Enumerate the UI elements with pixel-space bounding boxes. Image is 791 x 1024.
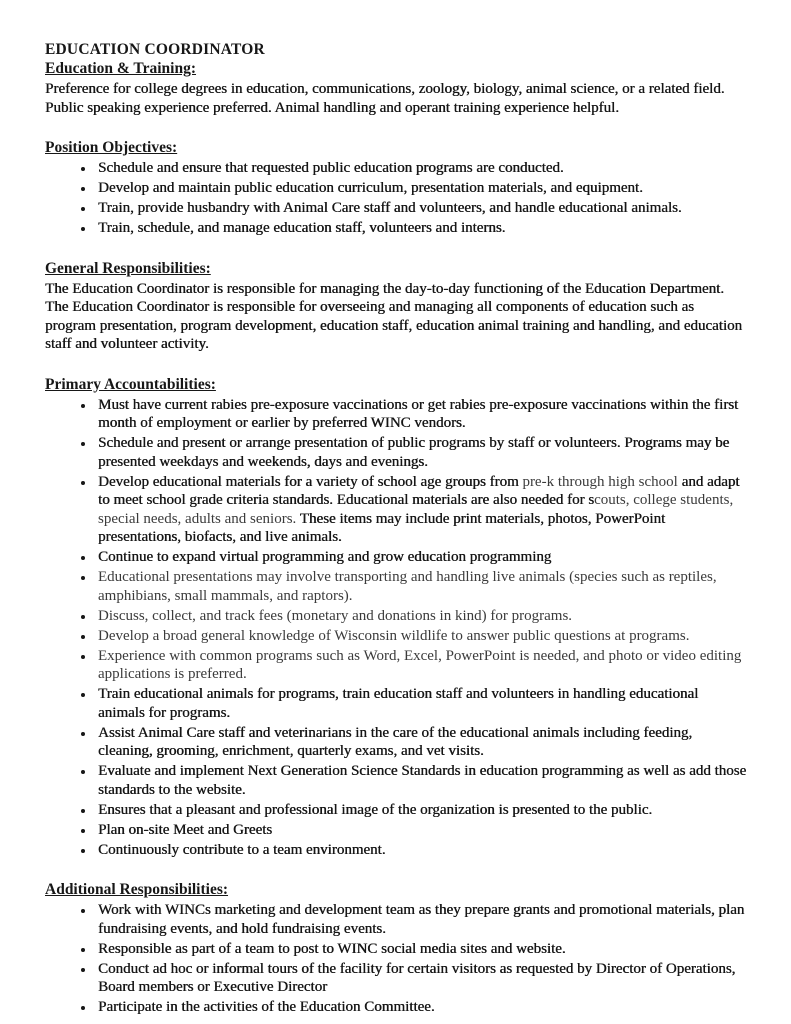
section-primary-accountabilities bbox=[45, 375, 747, 860]
bullet-text: Must have current rabies pre-exposure vaccinations or get rabies pre-exposure vaccinations within the first month of employment or earlier by preferred WINC vendors. bbox=[98, 396, 739, 431]
section-additional-responsibilities bbox=[45, 880, 747, 1017]
list-item bbox=[95, 841, 747, 860]
list-item bbox=[95, 568, 747, 605]
list-item bbox=[95, 159, 747, 178]
bullet-text-segment: pre-k through high school bbox=[522, 473, 682, 490]
bullet-text: Develop a broad general knowledge of Wisconsin wildlife to answer public questions at programs. bbox=[98, 627, 690, 644]
list-item bbox=[95, 219, 747, 238]
list-item bbox=[95, 548, 747, 567]
bullet-text: Evaluate and implement Next Generation Science Standards in education programming as well as add those standards to the website. bbox=[98, 763, 747, 798]
list-item bbox=[95, 724, 747, 761]
bullet-text: Train educational animals for programs, train education staff and volunteers in handling educational animals for programs. bbox=[98, 686, 699, 721]
section-heading-position-objectives: Position Objectives: bbox=[45, 139, 178, 156]
bullet-text: Work with WINCs marketing and development team as they prepare grants and promotional materials, plan fundraising events, and hold fundraising events. bbox=[98, 902, 745, 937]
list-item bbox=[95, 647, 747, 684]
list-item bbox=[95, 396, 747, 433]
section-heading-primary-accountabilities: Primary Accountabilities: bbox=[45, 375, 216, 393]
list-item bbox=[95, 801, 747, 820]
list-item bbox=[95, 473, 747, 547]
list-item bbox=[95, 998, 747, 1017]
bullet-text: Develop and maintain public education curriculum, presentation materials, and equipment. bbox=[98, 180, 643, 196]
list-item bbox=[95, 607, 747, 626]
list-item bbox=[95, 940, 747, 959]
list-item bbox=[95, 199, 747, 218]
bullet-text: Conduct ad hoc or informal tours of the facility for certain visitors as requested by Director of Operations, Board members or Executive Director bbox=[98, 960, 736, 995]
bullet-text: Participate in the activities of the Education Committee. bbox=[98, 999, 435, 1015]
bullet-text: Assist Animal Care staff and veterinarians in the care of the educational animals including feeding, cleaning, grooming, enrichment, quarterly exams, and vet visits. bbox=[98, 724, 693, 759]
bullet-text: Discuss, collect, and track fees (monetary and donations in kind) for programs. bbox=[98, 607, 573, 624]
section-education-training bbox=[45, 59, 747, 117]
list-item bbox=[95, 762, 747, 799]
bullet-text: Responsible as part of a team to post to WINC social media sites and website. bbox=[98, 940, 566, 957]
bullet-text: Ensures that a pleasant and professional image of the organization is presented to the public. bbox=[98, 801, 653, 818]
list-item bbox=[95, 960, 747, 997]
bullet-text: Continue to expand virtual programming and grow education programming bbox=[98, 549, 552, 565]
position-objectives-list bbox=[45, 159, 747, 238]
bullet-text: Experience with common programs such as Word, Excel, PowerPoint is needed, and photo or video editing applications is preferred. bbox=[98, 647, 742, 682]
additional-responsibilities-list bbox=[45, 901, 747, 1017]
bullet-text-segment: These items may include print materials, photos, PowerPoint presentations, biofacts, and live animals. bbox=[98, 510, 666, 545]
section-heading-education-training: Education & Training: bbox=[45, 60, 197, 77]
list-item bbox=[95, 434, 747, 471]
education-training-paragraph: Preference for college degrees in education, communications, zoology, biology, animal science, or a related field. Public speaking experience preferred. Animal handling and operant training experience helpful. bbox=[45, 81, 725, 116]
bullet-text: Schedule and present or arrange presentation of public programs by staff or volunteers. Programs may be presented weekdays and weekends, days and evenings. bbox=[98, 435, 730, 470]
section-position-objectives bbox=[45, 138, 747, 238]
bullet-text: Schedule and ensure that requested public education programs are conducted. bbox=[98, 160, 564, 176]
section-general-responsibilities bbox=[45, 259, 747, 354]
bullet-text-segment: Develop educational materials for a variety of school age groups from bbox=[98, 473, 523, 490]
list-item bbox=[95, 901, 747, 938]
list-item bbox=[95, 179, 747, 198]
general-responsibilities-paragraph: The Education Coordinator is responsible for managing the day-to-day functioning of the Education Department. The Education Coordinator is responsible for overseeing and managing all components of education such as program presentation, program development, education staff, education animal training and handling, and education staff and volunteer activity. bbox=[45, 280, 743, 352]
bullet-text: Train, schedule, and manage education staff, volunteers and interns. bbox=[98, 220, 506, 236]
bullet-text-segment: and adapt to meet school grade criteria standards. Educational materials are also needed for s bbox=[98, 473, 740, 508]
list-item bbox=[95, 685, 747, 722]
list-item bbox=[95, 821, 747, 840]
section-heading-additional-responsibilities: Additional Responsibilities: bbox=[45, 881, 229, 898]
bullet-text-segment: couts, college students, special needs, adults and seniors. bbox=[98, 492, 734, 527]
section-heading-general-responsibilities: General Responsibilities: bbox=[45, 259, 211, 277]
list-item bbox=[95, 627, 747, 646]
bullet-text: Train, provide husbandry with Animal Care staff and volunteers, and handle educational animals. bbox=[98, 200, 682, 216]
bullet-text: Educational presentations may involve transporting and handling live animals (species such as reptiles, amphibians, small mammals, and raptors). bbox=[98, 569, 717, 604]
bullet-text: Continuously contribute to a team environment. bbox=[98, 841, 386, 858]
bullet-text: Plan on-site Meet and Greets bbox=[98, 821, 273, 838]
document-title: EDUCATION COORDINATOR bbox=[45, 41, 265, 58]
primary-accountabilities-list bbox=[45, 396, 747, 860]
